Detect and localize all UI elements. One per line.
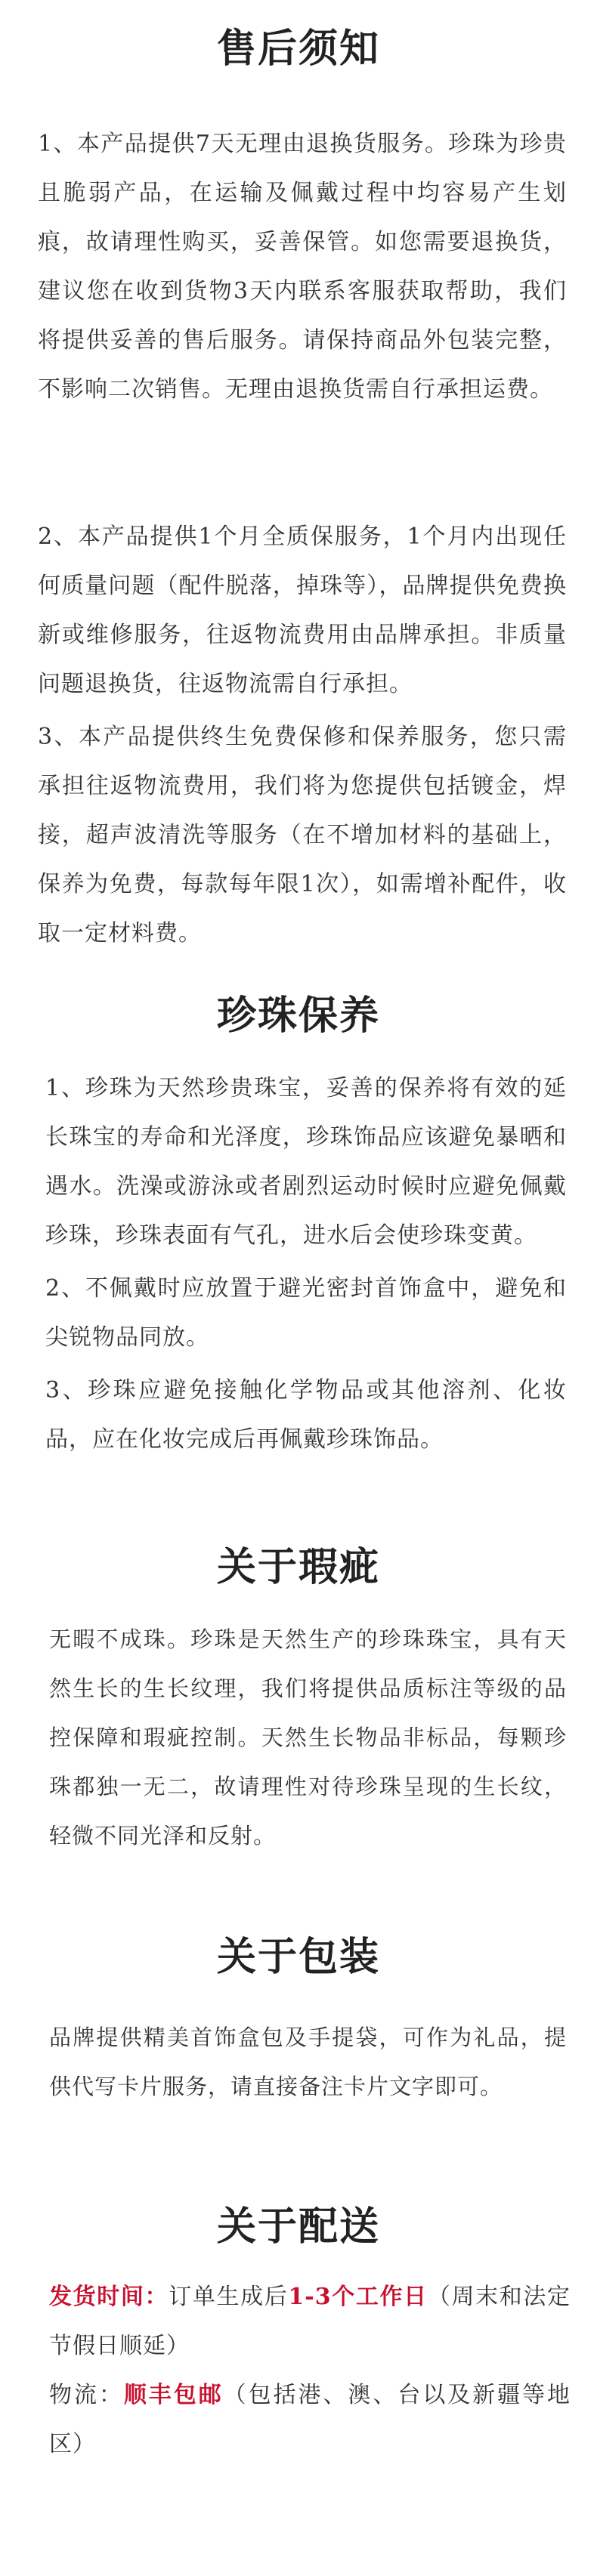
pearl-care-paragraph-1: 1、珍珠为天然珍贵珠宝，妥善的保养将有效的延长珠宝的寿命和光泽度，珍珠饰品应该避免暴晒和遇水。洗澡或游泳或者剧烈运动时候时应避免佩戴珍珠，珍珠表面有气孔，进水后会使珍珠变黄。: [45, 1075, 567, 1249]
section-title-pearl-care: 珍珠保养: [216, 993, 380, 1039]
shipping-days: 1-3个工作日: [288, 2284, 428, 2310]
section-title-delivery: 关于配送: [216, 2204, 380, 2250]
shipping-text-1: 订单生成后: [169, 2284, 289, 2310]
shipping-text-2: （周末和法定节假日顺延）: [49, 2284, 571, 2359]
after-sales-paragraph-3: 3、本产品提供终生免费保修和保养服务，您只需承担往返物流费用，我们将为您提供包括镀金，焊接，超声波清洗等服务（在不增加材料的基础上，保养为免费，每款每年限1次），如需增补配件，收取一定材料费。: [38, 724, 567, 947]
packaging-paragraph: 品牌提供精美首饰盒包及手提袋，可作为礼品，提供代写卡片服务，请直接备注卡片文字即可。: [49, 2025, 567, 2099]
section-title-flaws: 关于瑕疵: [216, 1544, 380, 1590]
logistics-text: （包括港、澳、台以及新疆等地区）: [49, 2382, 571, 2457]
after-sales-paragraph-2: 2、本产品提供1个月全质保服务，1个月内出现任何质量问题（配件脱落，掉珠等），品牌提供免费换新或维修服务，往返物流费用由品牌承担。非质量问题退换货，往返物流需自行承担。: [38, 524, 567, 697]
delivery-logistics-line: [49, 2371, 571, 2469]
pearl-care-paragraph-3: 3、珍珠应避免接触化学物品或其他溶剂、化妆品，应在化妆完成后再佩戴珍珠饰品。: [45, 1377, 567, 1453]
flaws-paragraph: 无暇不成珠。珍珠是天然生产的珍珠珠宝，具有天然生长的生长纹理，我们将提供品质标注等级的品控保障和瑕疵控制。天然生长物品非标品，每颗珍珠都独一无二，故请理性对待珍珠呈现的生长纹，轻微不同光泽和反射。: [49, 1626, 567, 1849]
section-title-after-sales: 售后须知: [216, 26, 380, 72]
logistics-carrier: 顺丰包邮: [123, 2382, 224, 2408]
delivery-shipping-line: [49, 2272, 571, 2371]
after-sales-paragraph-1: 1、本产品提供7天无理由退换货服务。珍珠为珍贵且脆弱产品，在运输及佩戴过程中均容易产生划痕，故请理性购买，妥善保管。如您需要退换货，建议您在收到货物3天内联系客服获取帮助，我们将提供妥善的售后服务。请保持商品外包装完整，不影响二次销售。无理由退换货需自行承担运费。: [38, 131, 567, 403]
logistics-label: 物流：: [49, 2382, 124, 2408]
shipping-time-label: 发货时间：: [49, 2284, 169, 2310]
pearl-care-paragraph-2: 2、不佩戴时应放置于避光密封首饰盒中，避免和尖锐物品同放。: [45, 1275, 567, 1351]
section-title-packaging: 关于包装: [216, 1934, 380, 1980]
